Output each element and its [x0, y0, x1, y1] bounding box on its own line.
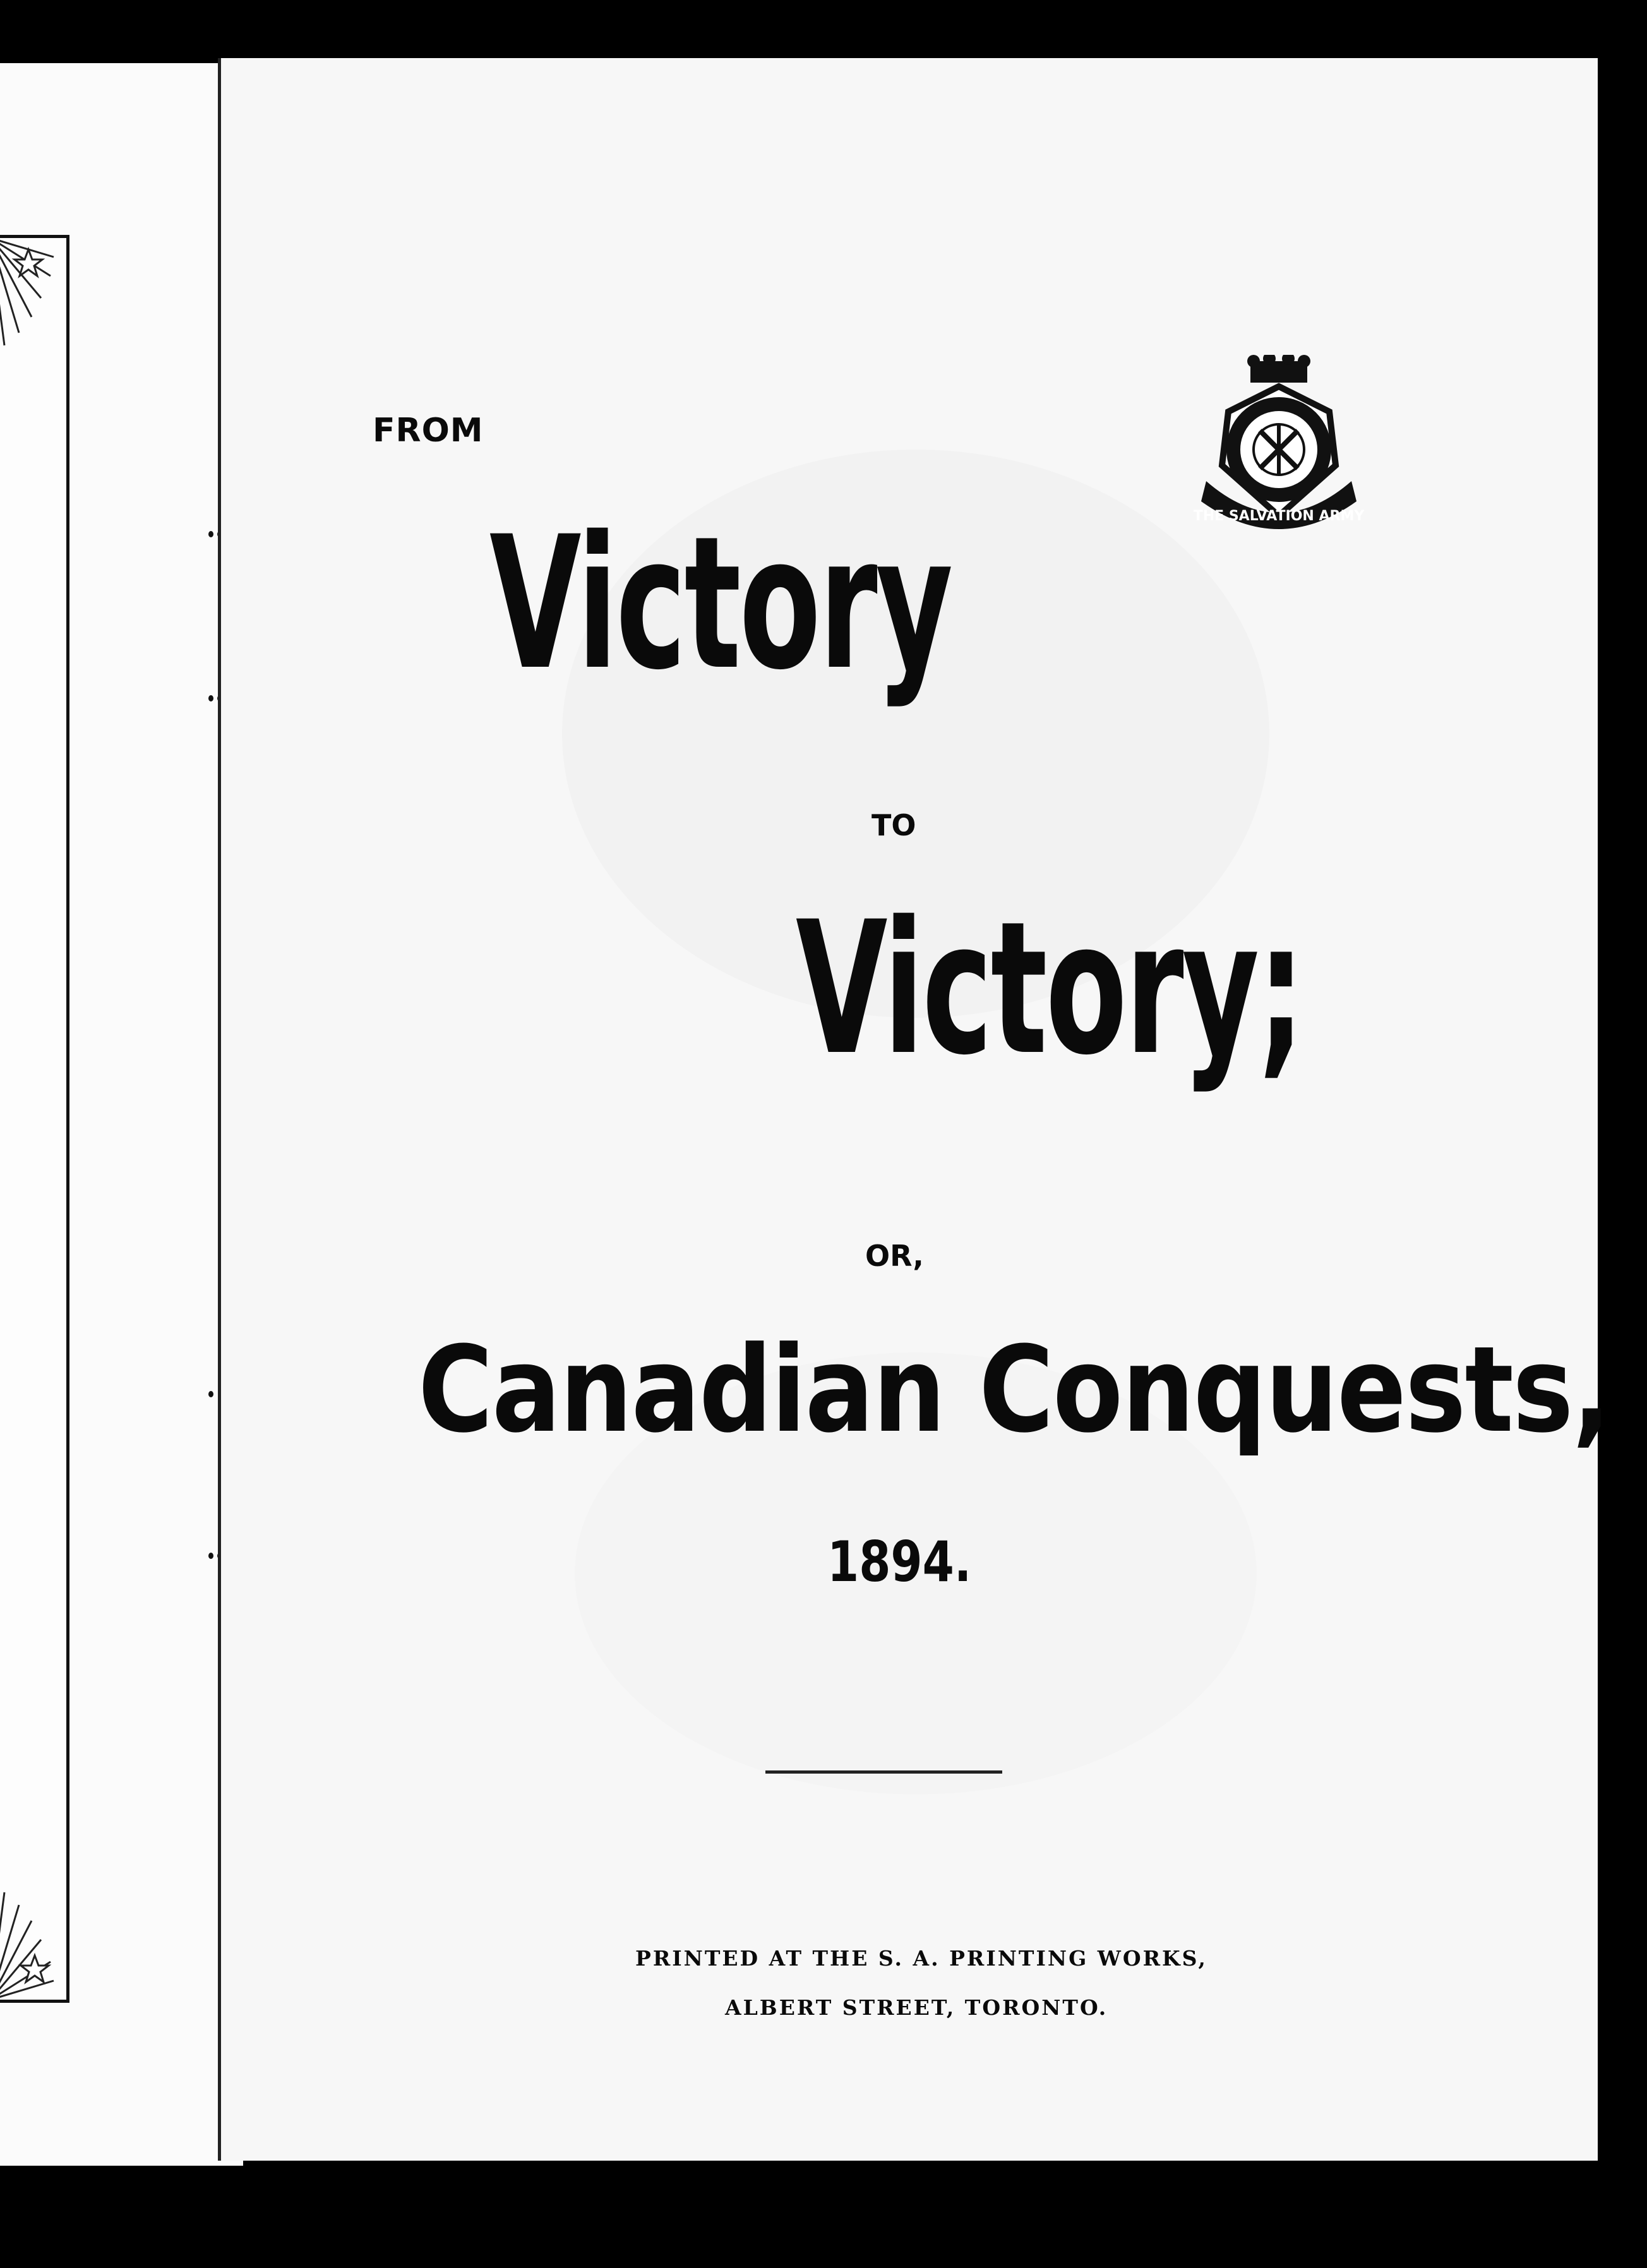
divider-rule — [765, 1770, 1002, 1774]
imprint-line-1: PRINTED AT THE S. A. PRINTING WORKS, — [635, 1946, 1207, 1971]
title-page — [218, 58, 1610, 2161]
subtitle: Canadian Conquests, — [418, 1321, 1610, 1459]
from-label: FROM — [373, 412, 484, 450]
title-line-2: Victory; — [796, 883, 1303, 1095]
title-line-1: Victory — [489, 498, 952, 710]
facing-page — [0, 63, 243, 2166]
salvation-army-crest-icon — [1194, 355, 1364, 544]
imprint-line-2: ALBERT STREET, TORONTO. — [725, 1995, 1108, 2020]
to-label: TO — [871, 808, 916, 842]
left-page-frame — [0, 235, 69, 2003]
starburst-bottom-ornament — [0, 1886, 60, 2000]
crest-banner-text: THE SALVATION ARMY — [1194, 508, 1364, 524]
or-label: OR, — [865, 1239, 924, 1273]
publication-year: 1894. — [827, 1529, 972, 1594]
starburst-top-ornament — [0, 238, 60, 352]
